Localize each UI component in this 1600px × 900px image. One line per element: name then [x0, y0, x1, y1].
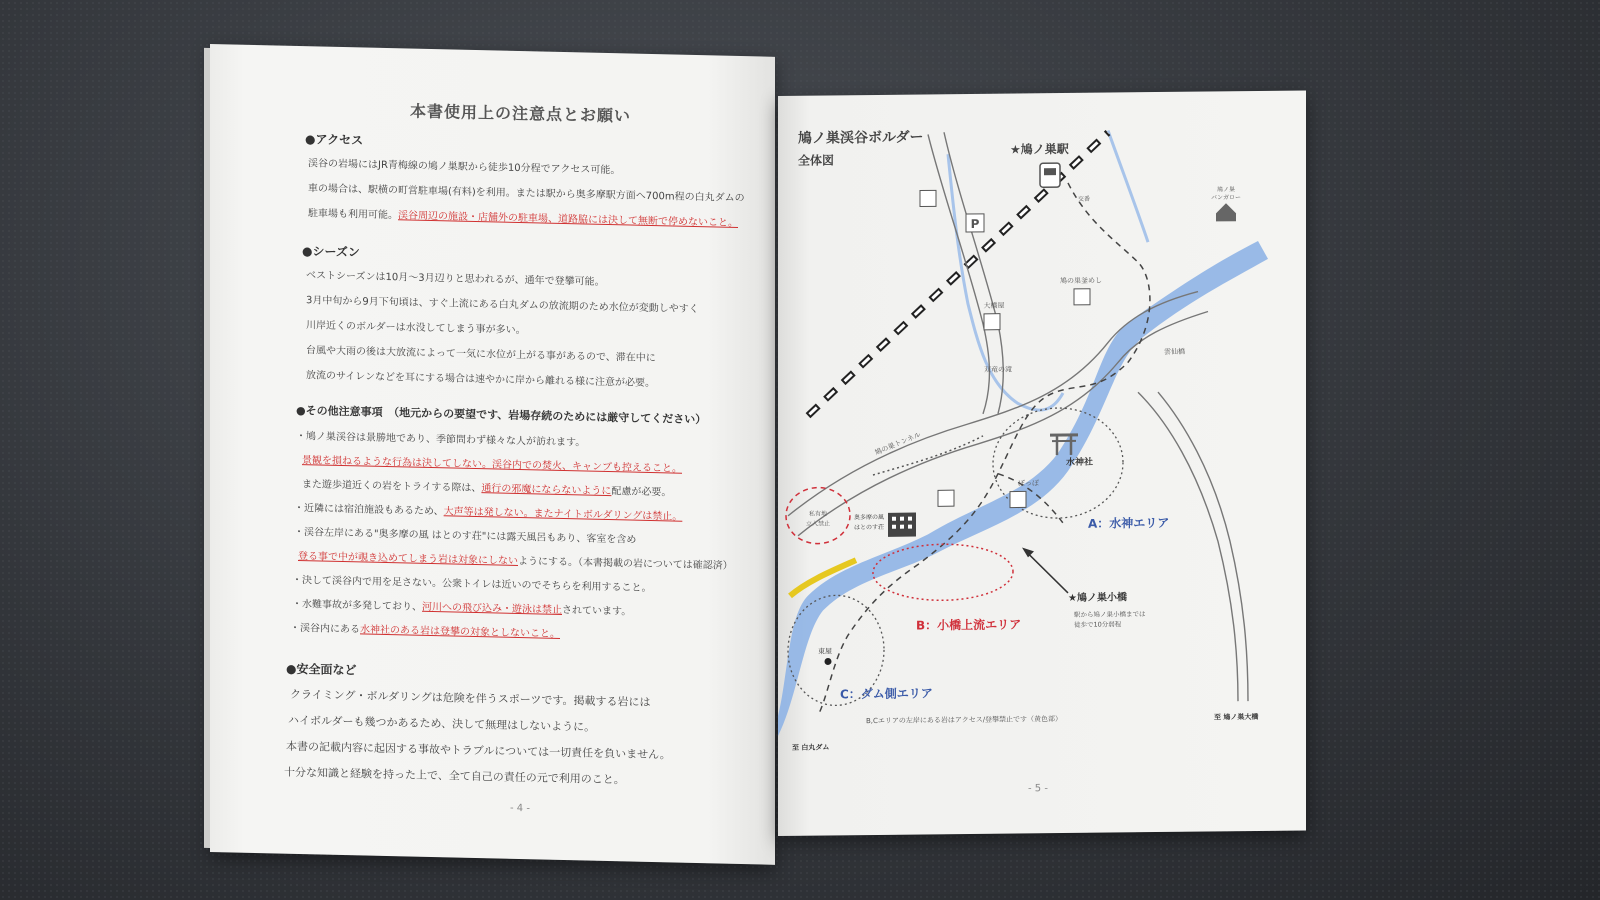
label-poppo: ぼっぽ [1018, 479, 1039, 488]
rule-line: ・決して渓谷内で用を足さない。公衆トイレは近いのでそちらを利用すること。 [292, 574, 652, 595]
safety-line: 十分な知識と経験を持った上で、全て自己の責任の元で利用のこと。 [284, 765, 625, 787]
river [778, 241, 1268, 736]
rule-line: ・鳩ノ巣渓谷は景勝地であり、季節問わず様々な人が訪れます。 [296, 430, 586, 449]
label-inn-1: 奥多摩の風 [854, 513, 885, 522]
season-line: 3月中旬から9月下旬頃は、すぐ上流にある白丸ダムの放流期のため水位が変動しやすく [306, 295, 699, 316]
map-subtitle: 全体図 [798, 153, 835, 168]
label-walk-note-2: 徒歩で10分弱程 [1074, 620, 1122, 629]
page-title: 本書使用上の注意点とお願い [410, 101, 632, 126]
safety-line: クライミング・ボルダリングは危険を伴うスポーツです。掲載する岩には [290, 687, 651, 709]
parking-icon [966, 214, 984, 232]
label-station: ★鳩ノ巣駅 [1010, 141, 1069, 157]
label-to-dam: 至 白丸ダム [792, 743, 830, 752]
label-restaurant: 鳩の巣釜めし [1060, 276, 1102, 286]
restaurant-icon [1074, 289, 1090, 305]
bridge-arrow [1026, 551, 1068, 593]
season-heading: ●シーズン [302, 244, 360, 260]
higashiya-marker [825, 658, 832, 665]
access-line: 駐車場も利用可能。渓谷周辺の施設・店舗外の駐車場、道路脇には決して無断で停めないこと。 [308, 208, 738, 229]
label-to-big-bridge: 至 鳩ノ巣大橋 [1214, 712, 1259, 722]
restaurant-icon [920, 190, 936, 206]
label-bungalow-2: バンガロー [1210, 194, 1242, 202]
safety-heading: ●安全面など [286, 661, 357, 678]
open-booklet [210, 36, 1320, 856]
label-tunnel: 鳩の巣トンネル [873, 430, 922, 457]
right-page [778, 90, 1306, 836]
road [1138, 391, 1238, 702]
rule-line: ・渓谷内にある水神社のある岩は登攀の対象としないこと。 [290, 622, 560, 640]
other-heading: ●その他注意事項 （地元からの要望です、岩場存続のためには厳守してください） [296, 403, 707, 427]
train-icon [1040, 163, 1060, 187]
railway [808, 133, 1108, 416]
stream-east [1108, 130, 1148, 242]
label-police: 交番 [1078, 195, 1091, 203]
season-line: 台風や大雨の後は大放流によって一気に水位が上がる事があるので、滞在中に [306, 345, 656, 365]
rule-line: 登る事で中が覗き込めてしまう岩は対象にしないようにする。（本書掲載の岩については確認済） [298, 550, 733, 572]
season-line: ベストシーズンは10月～3月辺りと思われるが、通年で登攀可能。 [306, 270, 605, 288]
access-heading: ●アクセス [305, 132, 364, 148]
season-line: 川岸近くのボルダーは水没してしまう事が多い。 [306, 320, 526, 337]
label-shrine: 水神社 [1066, 457, 1094, 468]
label-private-1: 私有地 [808, 510, 828, 518]
label-small-bridge: ★鳩ノ巣小橋 [1068, 592, 1127, 604]
tunnel [873, 436, 983, 475]
label-unkai-bridge: 雲仙橋 [1164, 347, 1185, 356]
toilet-icon [938, 490, 954, 506]
left-page [210, 44, 775, 865]
page-number: - 4 - [510, 802, 530, 815]
label-daikokuya: 大橋屋 [983, 301, 1005, 310]
label-area-b: B：小橋上流エリア [916, 617, 1022, 633]
svg-text:P: P [970, 216, 980, 231]
label-higashiya: 東屋 [818, 647, 832, 656]
area-b-outline [873, 544, 1013, 601]
building-icon [888, 513, 916, 537]
trail [818, 182, 1150, 715]
restaurant-icon [1010, 491, 1026, 507]
season-line: 放流のサイレンなどを耳にする場合は速やかに岸から離れる様に注意が必要。 [306, 370, 656, 390]
map-note: B,Cエリアの左岸にある岩はアクセス/登攀禁止です（黄色部） [866, 715, 1063, 726]
label-bungalow: 鳩ノ巣 [1216, 186, 1236, 194]
rule-line: 景観を損ねるような行為は決してしない。渓谷内での焚火、キャンプも控えること。 [302, 455, 682, 475]
label-inn-2: はとのす荘 [854, 523, 885, 532]
label-pond: 双竜の滝 [984, 365, 1012, 374]
access-line: 渓谷の岩場にはJR青梅線の鳩ノ巣駅から徒歩10分程でアクセス可能。 [308, 158, 621, 177]
label-area-a: A：水神エリア [1088, 515, 1170, 531]
restaurant-icon [984, 314, 1000, 330]
page-number: - 5 - [1028, 783, 1048, 795]
bungalow-icon [1216, 203, 1236, 221]
rule-line: ・水難事故が多発しており、河川への飛び込み・遊泳は禁止されています。 [292, 598, 632, 618]
label-walk-note-1: 駅から鳩ノ巣小橋までは [1074, 610, 1146, 619]
label-private-2: 立入禁止 [805, 520, 831, 528]
safety-line: 本書の記載内容に起因する事故やトラブルについては一切責任を負いません。 [286, 739, 671, 762]
safety-line: ハイボルダーも幾つかあるため、決して無理はしないように。 [288, 713, 596, 734]
area-map [778, 90, 1306, 836]
rule-line: また遊歩道近くの岩をトライする際は、通行の邪魔にならないように配慮が必要。 [302, 479, 672, 499]
label-area-c: C：ダム側エリア [840, 686, 933, 702]
rule-line: ・渓谷左岸にある"奥多摩の風 はとのす荘"には露天風呂もあり、客室を含め [294, 526, 637, 546]
rule-line: ・近隣には宿泊施設もあるため、大声等は発しない。またナイトボルダリングは禁止。 [294, 502, 683, 523]
map-title: 鳩ノ巣渓谷ボルダー [798, 129, 924, 147]
access-line: 車の場合は、駅横の町営駐車場(有料)を利用。または駅から奥多摩駅方面へ700m程の白丸ダムの [308, 183, 745, 205]
